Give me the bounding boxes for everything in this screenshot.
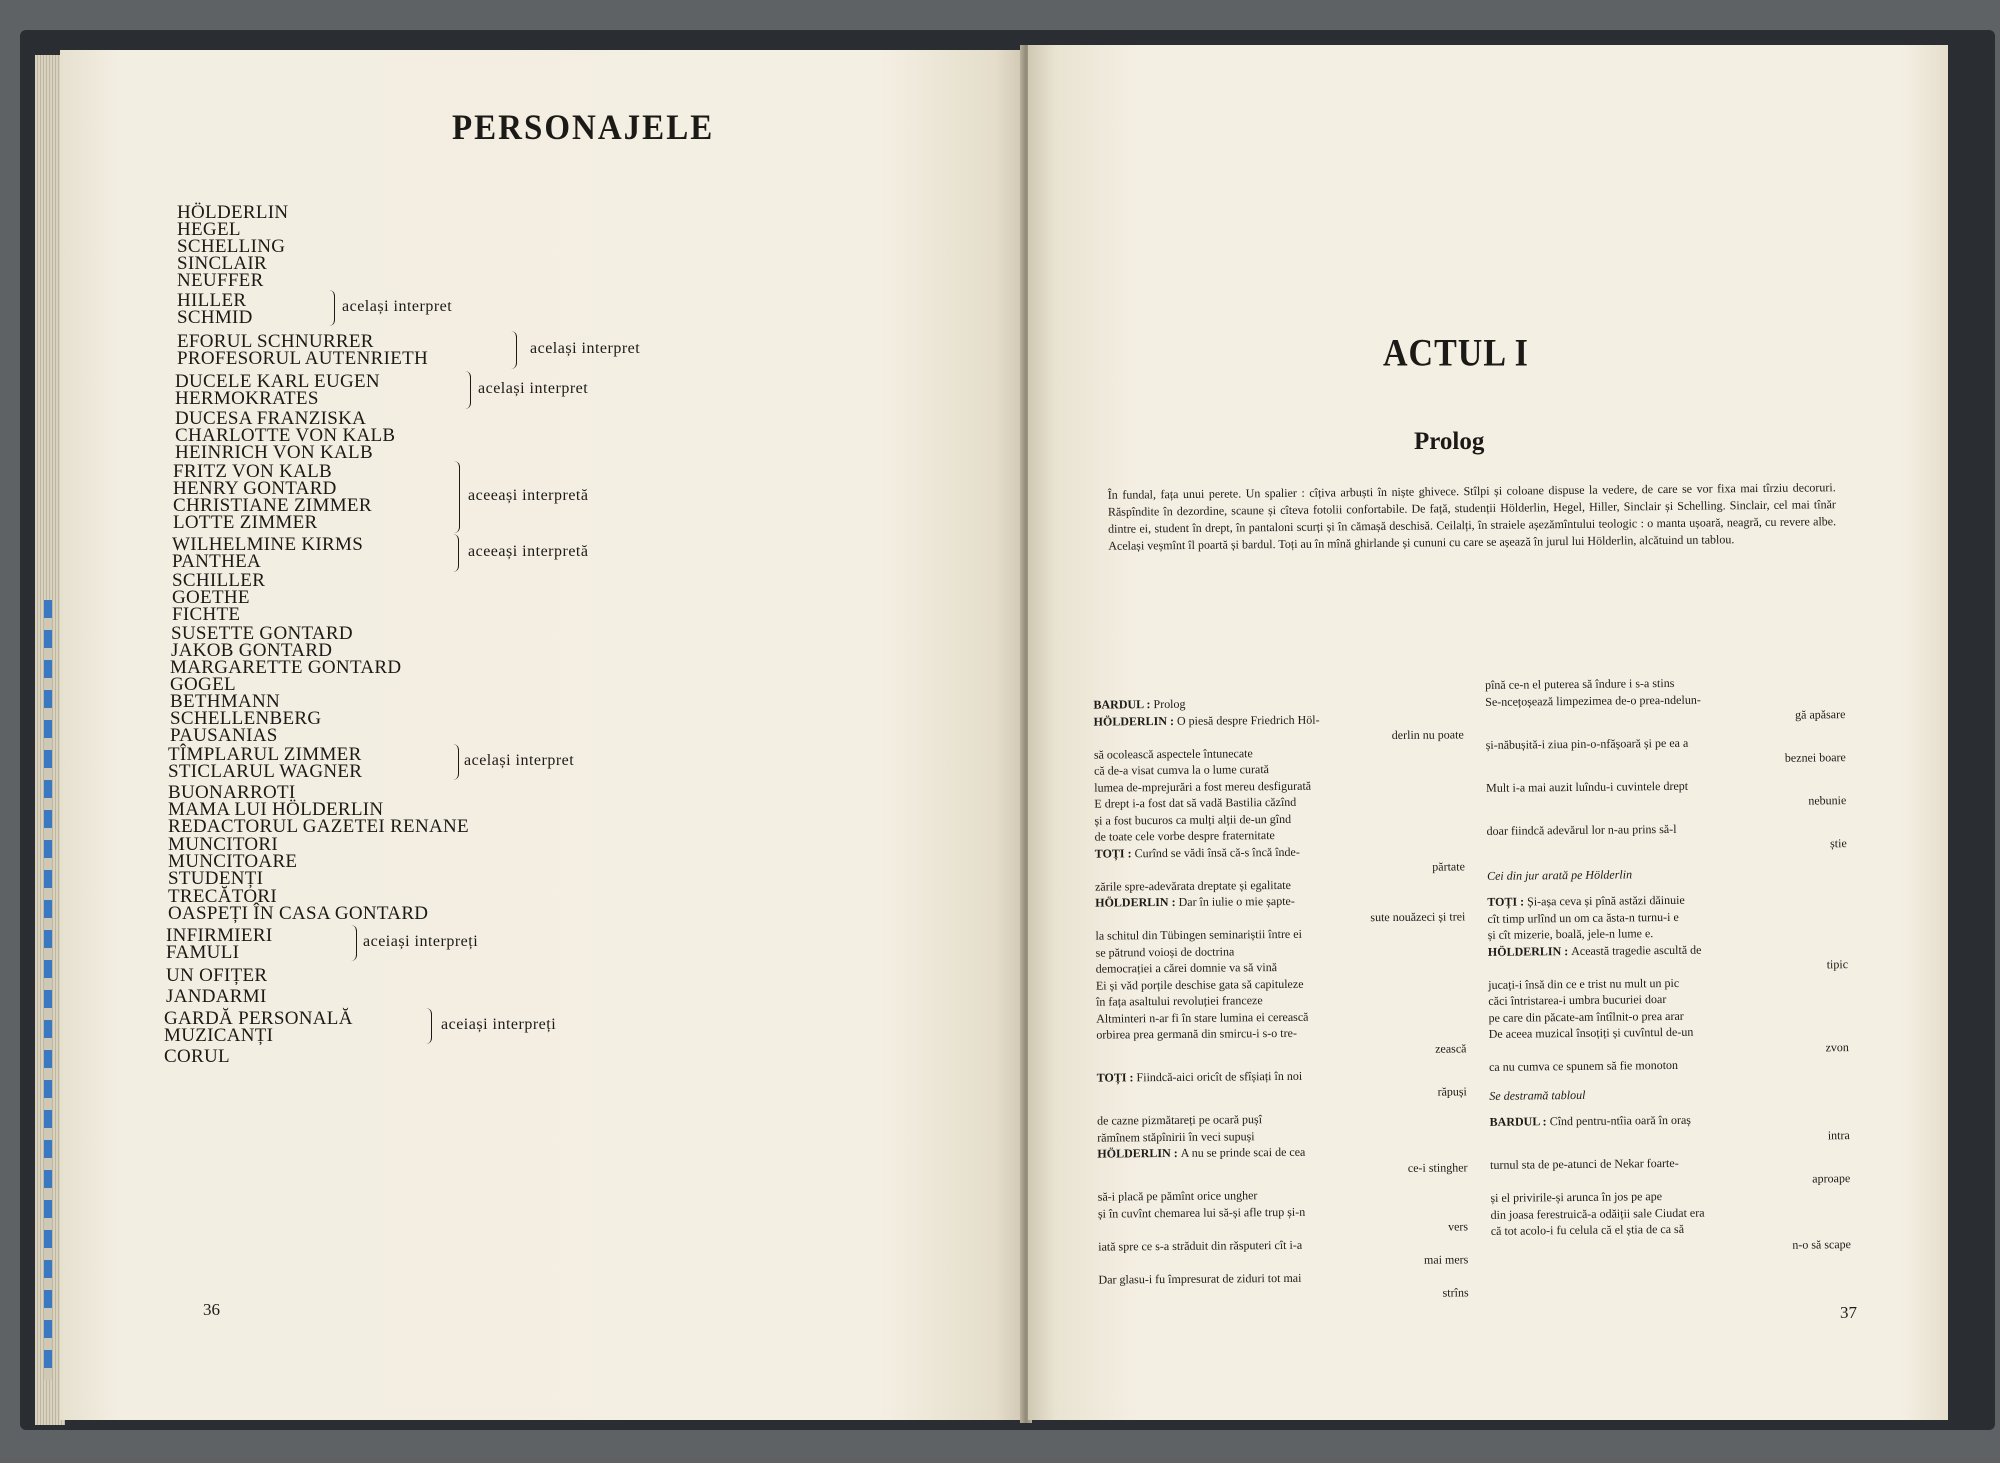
line-text: zările spre-adevărata dreptate și egalitate [1094,877,1291,894]
line-text: pînă ce-n el puterea să îndure i s-a stins [1484,675,1675,692]
casting-note: același interpret [478,380,589,397]
line-text: Altminteri n-ar fi în stare lumina ei cerească [1096,1009,1309,1026]
casting-note: același interpret [464,752,575,769]
line-text: știe [1829,836,1847,851]
cast-member: HERMOKRATES [175,388,319,409]
grouping-brace [453,461,460,533]
cast-member: MAMA LUI HÖLDERLIN [168,799,384,820]
line-text: ca nu cumva ce spunem să fie monoton [1488,1057,1679,1074]
cast-member: OASPEȚI ÎN CASA GONTARD [168,903,429,924]
cast-member: PROFESORUL AUTENRIETH [177,348,429,369]
line-text: derlin nu poate [1391,727,1464,743]
grouping-brace [452,744,459,780]
scene-title: Prolog [1414,428,1485,455]
line-text: Dar glasu-i fu împresurat de ziduri tot mai [1098,1270,1302,1287]
line-text: turnul sta de pe-atunci de Nekar foarte- [1490,1155,1679,1172]
cast-member: TÎMPLARUL ZIMMER [168,744,362,765]
page-number: 36 [203,1300,220,1319]
line-text: O piesă despre Friedrich Höl- [1176,712,1320,728]
line-text: tipic [1826,957,1849,972]
line-text: A nu se prinde scai de cea [1180,1144,1306,1160]
line-text: și în cuvînt chemarea lui să-și afle trup și-n [1097,1204,1306,1221]
verse-line [1094,726,1464,746]
verse-line [1096,1040,1466,1060]
line-text: Mult i-a mai auzit luîndu-i cuvintele drept [1486,778,1689,795]
line-text: Ei și văd porțile deschise gata să capituleze [1095,976,1304,993]
line-text: căci întristarea-i umbra bucuriei doar [1488,992,1667,1008]
line-text: Dar în iulie o mie șapte- [1178,893,1295,909]
cast-member: MUZICANȚI [164,1025,274,1046]
cast-member: WILHELMINE KIRMS [172,534,364,555]
line-text: n-o să scape [1792,1236,1852,1252]
line-text: să-i placă pe pămînt orice ungher [1097,1188,1258,1204]
speaker-name: HÖLDERLIN : [1487,943,1572,959]
speaker-name: TOȚI : [1096,1070,1137,1085]
line-text: sute nouăzeci și trei [1370,908,1466,924]
cast-member: HEINRICH VON KALB [175,442,373,463]
casting-note: aceeași interpretă [468,487,589,504]
line-text: orbirea prea germană din smircu-i s-o tre- [1096,1025,1297,1042]
line-text: și el privirile-și arunca în jos pe ape [1490,1189,1663,1205]
line-text: și a fost bucuros ca mulți alții de-un gînd [1094,811,1292,828]
casting-note: același interpret [342,298,453,315]
speaker-name: HÖLDERLIN : [1095,894,1179,910]
verse-line [1489,1055,1849,1075]
verse-line [1487,864,1847,884]
speaker-name: TOȚI : [1487,894,1528,909]
line-text: zvon [1825,1039,1849,1054]
speaker-name: HÖLDERLIN : [1093,713,1178,729]
line-text: se pătrund voioși de doctrina [1095,943,1235,960]
line-text: zească [1435,1040,1467,1056]
act-title: ACTUL I [1383,332,1529,375]
line-text: Fiindcă-aici oricît de sfîșiați în noi [1136,1068,1303,1085]
line-text: doar fiindcă adevărul lor n-au prins să-l [1486,821,1677,838]
cast-member: GOETHE [172,587,250,608]
cast-member: STUDENȚI [168,868,264,889]
grouping-brace [464,371,471,409]
cast-member: CHRISTIANE ZIMMER [173,495,372,516]
line-text: democrației a cărei domnie va să vină [1095,960,1278,976]
verse-line [1097,1083,1467,1103]
line-text: Această tragedie ascultă de [1571,942,1702,958]
cast-member: PAUSANIAS [170,725,278,746]
page-number: 37 [1840,1303,1857,1322]
cast-member: GARDĂ PERSONALĂ [164,1008,353,1029]
line-text: din joasa ferestruică-a odăiții sale Ciudat era [1490,1205,1705,1222]
cast-member: SCHMID [177,307,253,328]
cast-member: BUONARROTI [168,782,296,803]
cast-member: BETHMANN [170,691,281,712]
stage-direction: În fundal, fața unui perete. Un spalier : cîțiva arbuști în niște ghivece. Stîlpi și coloane dispuse la vedere, de care se vor fixa mai tîrziu decoruri. Răspîndite în dezordine, scaune și cîteva fotolii confortabile. De față, studenții Hölderlin, Hegel, Hiller, Sinclair și Schelling. Sinclair, cel mai tînăr dintre ei, student în drept, în pantaloni scurți și în cămașă deschisă. Ceilalți, în straiele așezămîntului teologic : o manta ușoară, neagră, cu revere albe. Același veșmînt îl poartă și bardul. Toți au în mînă ghirlande și cununi cu care se așează în jurul lui Hölderlin, alcătuind un tablou. [1107,480,1837,553]
grouping-brace [452,534,459,572]
line-text: Prolog [1153,696,1186,712]
cast-member: GOGEL [170,674,236,695]
verse-line [1095,908,1465,928]
index-tabs [44,600,52,1380]
line-text: Se destramă tabloul [1489,1087,1586,1103]
cast-member: MUNCITOARE [168,851,298,872]
line-text: că de-a visat cumva la o lume curată [1093,762,1270,778]
speaker-name: BARDUL : [1489,1114,1550,1129]
casting-note: aceiași interpreți [363,933,479,950]
cast-member: SCHELLENBERG [170,708,322,729]
cast-member: NEUFFER [177,270,264,291]
line-text: pe care din păcate-am întîlnit-o prea arar [1488,1008,1684,1025]
cast-member: STICLARUL WAGNER [168,761,363,782]
grouping-brace [350,925,357,961]
casting-note: aceiași interpreți [441,1016,557,1033]
line-text: rămînem stăpînirii în veci supuși [1097,1128,1255,1145]
cast-member: DUCELE KARL EUGEN [175,371,380,392]
line-text: Cînd pentru-ntîia oară în oraș [1549,1112,1692,1129]
line-text: părtate [1432,859,1465,874]
cast-member: CHARLOTTE VON KALB [175,425,396,446]
cast-member: MUNCITORI [168,834,279,855]
speaker-name: TOȚI : [1094,845,1135,861]
line-text: ce-i stingher [1407,1159,1468,1175]
dialogue-column-right [1485,673,1851,1256]
cast-member: HÖLDERLIN [177,202,289,223]
cast-member: FAMULI [166,942,240,963]
speaker-name: BARDUL : [1093,697,1154,712]
cast-member: CORUL [164,1046,230,1067]
page-title: PERSONAJELE [452,108,715,148]
verse-line [1099,1284,1469,1304]
cast-member: SCHILLER [172,570,266,591]
line-text: gă apăsare [1795,707,1846,722]
cast-member: SUSETTE GONTARD [171,623,353,644]
line-text: lumea de-mprejurări a fost mereu desfigurată [1094,778,1312,795]
cast-member: INFIRMIERI [166,925,273,946]
cast-member: UN OFIȚER [166,965,268,986]
line-text: strîns [1442,1285,1469,1300]
line-text: Curînd se vădi însă că-s încă înde- [1134,844,1300,860]
line-text: aproape [1812,1170,1851,1186]
left-page [60,50,1025,1420]
cast-member: EFORUL SCHNURRER [177,331,374,352]
line-text: iată spre ce s-a străduit din răsputeri cît i-a [1098,1237,1303,1254]
line-text: beznei boare [1784,750,1846,765]
line-text: E drept i-a fost dat să vadă Bastilia căzînd [1094,794,1297,811]
line-text: de cazne pizmătareți pe ocară pușî [1097,1112,1263,1128]
cast-member: HENRY GONTARD [173,478,337,499]
line-text: vers [1447,1219,1469,1234]
line-text: De aceea muzical însoțiți și cuvîntul de-un [1488,1024,1694,1041]
cast-member: FICHTE [172,604,241,625]
line-text: Și-așa ceva și pînă astăzi dăinuie [1527,892,1685,909]
line-text: să ocolească aspectele întunecate [1093,745,1253,762]
cast-member: JAKOB GONTARD [171,640,333,661]
cast-member: HEGEL [177,219,241,240]
cast-member: TRECĂTORI [168,886,277,907]
verse-line [1489,1084,1849,1104]
cast-member: DUCESA FRANZISKA [175,408,367,429]
grouping-brace [510,331,517,369]
right-page [1028,45,1948,1420]
line-text: Se-ncețoșează limpezimea de-o prea-ndelun- [1485,692,1701,709]
grouping-brace [425,1008,432,1044]
line-text: intra [1827,1127,1850,1142]
line-text: și cît mizerie, boală, jele-n lume e. [1487,926,1654,942]
cast-member: HILLER [177,290,247,311]
speaker-name: HÖLDERLIN : [1097,1145,1181,1161]
cast-member: SINCLAIR [177,253,268,274]
cast-member: MARGARETTE GONTARD [170,657,402,678]
line-text: în fața asaltului revoluției franceze [1096,993,1263,1009]
line-text: Cei din jur arată pe Hölderlin [1486,866,1633,883]
dialogue-column-left [1093,683,1468,1304]
cast-member: SCHELLING [177,236,286,257]
line-text: răpuși [1437,1083,1467,1099]
line-text: cît timp urlînd un om ca ăsta-n turnu-i e [1487,909,1679,926]
line-text: la schitul din Tübingen seminariștii între ei [1095,926,1302,943]
verse-line [1097,1159,1467,1179]
casting-note: aceeași interpretă [468,543,589,560]
grouping-brace [328,290,335,326]
cast-member: JANDARMI [166,986,267,1007]
casting-note: același interpret [530,340,641,357]
cast-member: REDACTORUL GAZETEI RENANE [168,816,469,837]
line-text: mai mers [1423,1252,1469,1267]
cast-member: FRITZ VON KALB [173,461,333,482]
line-text: jucați-i însă din ce e trist nu mult un pic [1488,975,1680,992]
line-text: și-năbușită-i ziua pin-o-nfășoară și pe ea a [1485,735,1689,752]
cast-member: PANTHEA [172,551,262,572]
line-text: că tot acolo-i fu celula că el știa de ca să [1490,1221,1685,1238]
line-text: nebunie [1808,793,1847,808]
cast-member: LOTTE ZIMMER [173,512,318,533]
line-text: de toate cele vorbe despre fraternitate [1094,828,1275,844]
